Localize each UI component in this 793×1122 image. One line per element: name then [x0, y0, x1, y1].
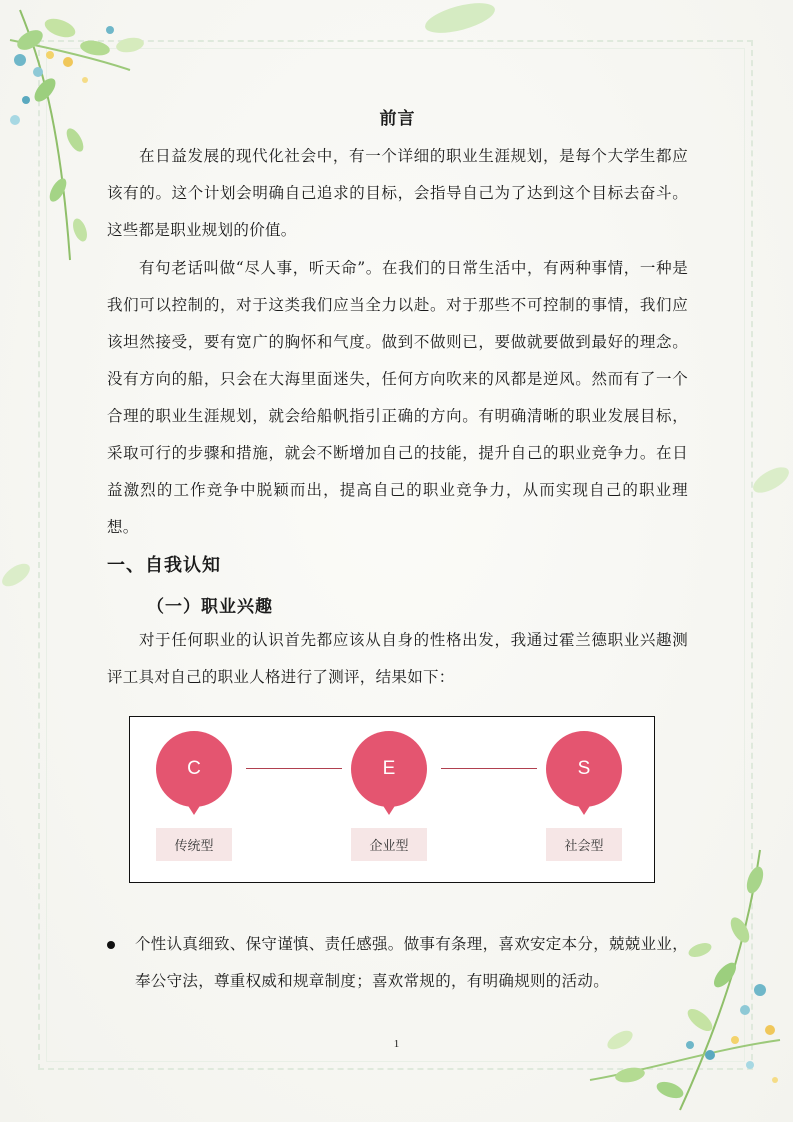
- node-c: [156, 731, 232, 823]
- page-title: 前言: [379, 109, 416, 129]
- bullet-icon: [107, 941, 115, 949]
- node-letter: C: [156, 731, 232, 807]
- connector-line: [441, 768, 537, 769]
- bullet-list-item: [107, 926, 688, 1000]
- type-label-enterprising: 企业型: [351, 828, 427, 861]
- intro-paragraph-1: 在日益发展的现代化社会中，有一个详细的职业生涯规划，是每个大学生都应该有的。这个计划会明确自己追求的目标，会指导自己为了达到这个目标去奋斗。这些都是职业规划的价值。: [107, 147, 688, 239]
- pin-pointer: [380, 801, 398, 815]
- node-letter: E: [351, 731, 427, 807]
- pin-pointer: [185, 801, 203, 815]
- holland-code-diagram: [129, 716, 655, 883]
- leaf-decoration-right: [745, 455, 793, 505]
- type-label-conventional: 传统型: [156, 828, 232, 861]
- connector-line: [246, 768, 342, 769]
- type-label-social: 社会型: [546, 828, 622, 861]
- node-letter: S: [546, 731, 622, 807]
- node-s: [546, 731, 622, 823]
- interest-paragraph: 对于任何职业的认识首先都应该从自身的性格出发，我通过霍兰德职业兴趣测评工具对自己的职业人格进行了测评，结果如下：: [107, 631, 688, 686]
- section-heading: 一、自我认知: [107, 555, 221, 576]
- subsection-heading: （一）职业兴趣: [147, 597, 273, 617]
- bullet-text: 个性认真细致、保守谨慎、责任感强。做事有条理，喜欢安定本分，兢兢业业，奉公守法，尊重权威和规章制度；喜欢常规的，有明确规则的活动。: [135, 935, 689, 990]
- leaf-decoration-top-right: [400, 0, 520, 40]
- page-number: 1: [393, 1038, 400, 1050]
- intro-paragraph-2: 有句老话叫做“尽人事，听天命”。在我们的日常生活中，有两种事情，一种是我们可以控制的，对于这类我们应当全力以赴。对于那些不可控制的事情，我们应该坦然接受，要有宽广的胸怀和气度。做到不做则已，要做就要做到最好的理念。没有方向的船，只会在大海里面迷失，任何方向吹来的风都是逆风。然而有了一个合理的职业生涯规划，就会给船帆指引正确的方向。有明确清晰的职业发展目标，采取可行的步骤和措施，就会不断增加自己的技能，提升自己的职业竞争力。在日益激烈的工作竞争中脱颖而出，提高自己的职业竞争力，从而实现自己的职业理想。: [107, 259, 688, 536]
- pin-pointer: [575, 801, 593, 815]
- node-e: [351, 731, 427, 823]
- leaf-decoration-left: [0, 555, 40, 595]
